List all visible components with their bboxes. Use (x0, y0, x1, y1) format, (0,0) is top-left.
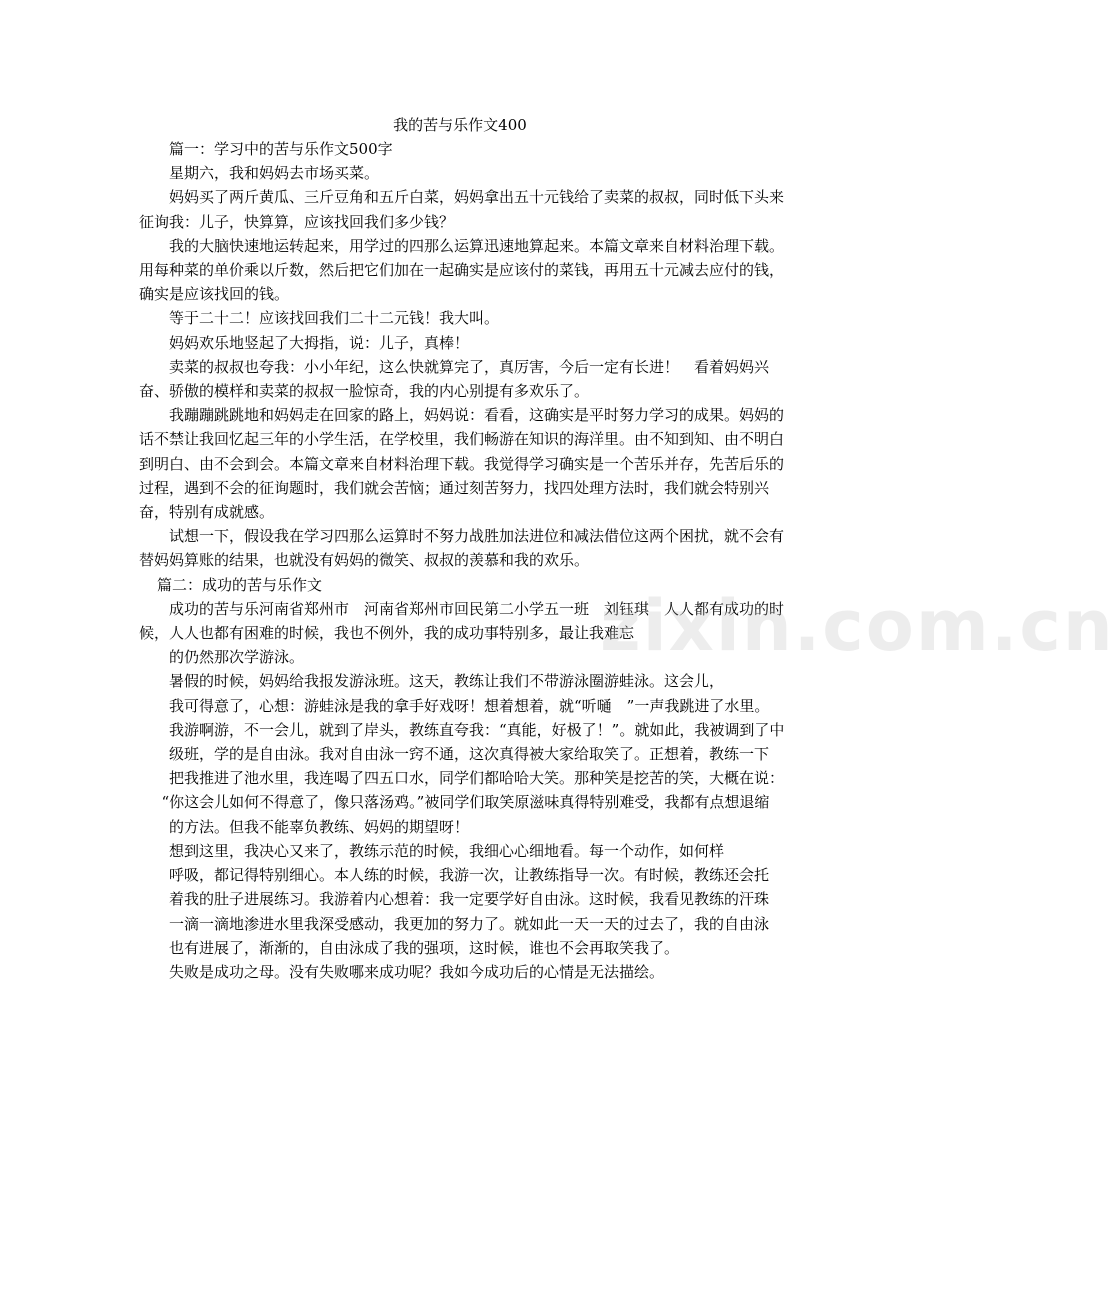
paragraph: 呼吸，都记得特别细心。本人练的时候，我游一次，让教练指导一次。有时候，教练还会托 (169, 866, 770, 885)
watermark-logo: zixin.com.cn (600, 585, 1115, 667)
paragraph: 卖菜的叔叔也夸我：小小年纪，这么快就算完了，真厉害，今后一定有长进！ 看着妈妈兴奋、骄傲的模样和卖菜的叔叔一脸惊奇，我的内心别提有多欢乐了。 (139, 357, 770, 401)
paragraph: 把我推进了池水里，我连喝了四五口水，同学们都哈哈大笑。那种笑是挖苦的笑，大概在说： (169, 769, 785, 788)
paragraph: 试想一下，假设我在学习四那么运算时不努力战胜加法进位和减法借位这两个困扰，就不会有替妈妈算账的结果，也就没有妈妈的微笑、叔叔的羡慕和我的欢乐。 (139, 527, 785, 570)
paragraph: 我可得意了，心想：游蛙泳是我的拿手好戏呀！想着想着，就“听嗵 ”一声我跳进了水里。 (169, 696, 770, 715)
paragraph: 篇一：学习中的苦与乐作文500字 (169, 140, 393, 158)
paragraph: 级班，学的是自由泳。我对自由泳一窍不通，这次真得被大家给取笑了。正想着，教练一下 (169, 745, 770, 764)
section-heading: 篇二：成功的苦与乐作文 (157, 575, 323, 594)
paragraph: 成功的苦与乐河南省郑州市 河南省郑州市回民第二小学五一班 刘钰琪 人人都有成功的时候，人人也都有困难的时候，我也不例外，我的成功事特别多，最让我难忘 (139, 599, 785, 643)
paragraph: 也有进展了，渐渐的，自由泳成了我的强项，这时候，谁也不会再取笑我了。 (169, 938, 680, 957)
paragraph: 我的大脑快速地运转起来，用学过的四那么运算迅速地算起来。本篇文章来自材料治理下载。用每种菜的单价乘以斤数，然后把它们加在一起确实是应该付的菜钱，再用五十元减去应付的钱，确实是应该找回的钱。 (139, 236, 785, 304)
paragraph: 妈妈欢乐地竖起了大拇指，说：儿子，真棒！ (169, 333, 470, 352)
paragraph: “你这会儿如何不得意了，像只落汤鸡。”被同学们取笑原滋味真得特别难受，我都有点想退缩 (161, 793, 770, 812)
paragraph: 星期六，我和妈妈去市场买菜。 (169, 164, 380, 183)
paragraph: 暑假的时候，妈妈给我报发游泳班。这天，教练让我们不带游泳圈游蛙泳。这会儿， (169, 672, 725, 691)
paragraph: 的方法。但我不能辜负教练、妈妈的期望呀！ (169, 817, 470, 836)
paragraph: 着我的肚子进展练习。我游着内心想着：我一定要学好自由泳。这时候，我看见教练的汗珠 (169, 890, 770, 909)
document-title: 我的苦与乐作文400 (393, 116, 527, 134)
paragraph: 失败是成功之母。没有失败哪来成功呢？我如今成功后的心情是无法描绘。 (169, 962, 665, 981)
paragraph: 我游啊游，不一会儿，就到了岸头，教练直夸我：“真能，好极了！”。就如此，我被调到了中 (169, 720, 785, 739)
paragraph: 我蹦蹦跳跳地和妈妈走在回家的路上，妈妈说：看看，这确实是平时努力学习的成果。妈妈的话不禁让我回忆起三年的小学生活，在学校里，我们畅游在知识的海洋里。由不知到知、由不明白到明白、由不会到会。本篇文章来自材料治理下载。我觉得学习确实是一个苦乐并存，先苦后乐的过程，遇到不会的征询题时，我们就会苦恼；通过刻苦努力，找四处理方法时，我们就会特别兴奋，特别有成就感。 (139, 406, 785, 522)
paragraph: 的仍然那次学游泳。 (169, 648, 305, 667)
paragraph: 想到这里，我决心又来了，教练示范的时候，我细心心细地看。每一个动作，如何样 (169, 841, 725, 860)
document-body (139, 137, 789, 984)
paragraph: 等于二十二！应该找回我们二十二元钱！我大叫。 (169, 309, 500, 328)
paragraph: 一滴一滴地渗进水里我深受感动，我更加的努力了。就如此一天一天的过去了，我的自由泳 (169, 914, 770, 933)
paragraph: 妈妈买了两斤黄瓜、三斤豆角和五斤白菜，妈妈拿出五十元钱给了卖菜的叔叔，同时低下头来征询我：儿子，快算算，应该找回我们多少钱？ (139, 188, 785, 231)
